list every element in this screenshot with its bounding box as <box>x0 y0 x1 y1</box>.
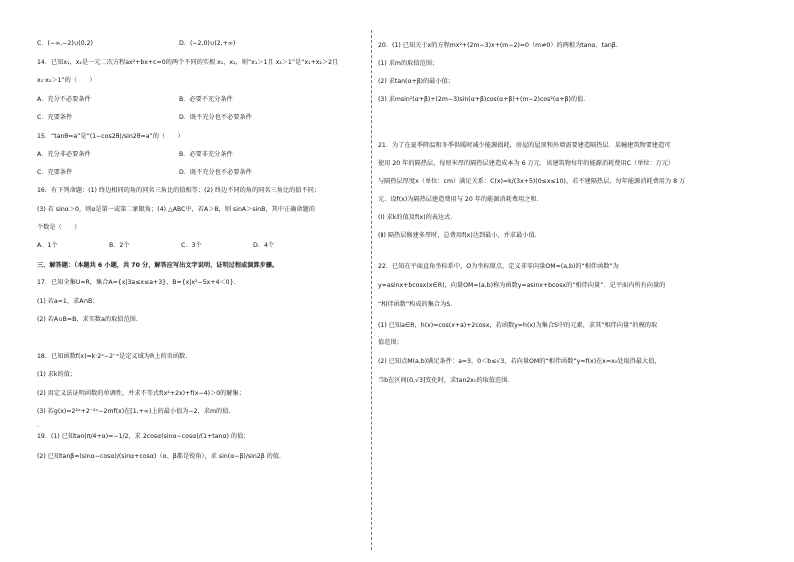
q15-option-c: C．充要条件 <box>37 169 73 176</box>
q21-stem-cont3: 元．设f(x)为隔热层建造费用与 20 年的能源消耗费用之和. <box>378 196 539 203</box>
q22-stem-cont2: “相伴函数”构成的集合为S. <box>378 301 453 308</box>
q22-stem-cont: y=asinx+bcosx(x∈R)，向量OM=(a,b)称为函数y=asinx+bcosx的“相伴向量”．记平面内所有向量的 <box>378 282 666 289</box>
q14-option-a: A．充分不必要条件 <box>37 96 91 103</box>
q15-option-d: D．既不充分也不必要条件 <box>179 169 252 176</box>
q16-option-a: A．1个 <box>37 242 58 249</box>
q15-option-a: A．充分非必要条件 <box>37 151 91 158</box>
q22-part1: (1) 已知a∈R，h(x)=cos(x+a)+2cosx，若函数y=h(x)为集合S中的元素，求其“相伴向量”的模的取 <box>378 322 658 329</box>
q19-part1: 19．(1) 已知tan(π/4+α)=−1/2，求 2cosα(sinα−cosα)/(1+tanα) 的值； <box>37 433 250 440</box>
q15-option-b: B．必要非充分条件 <box>179 151 233 158</box>
q13-option-c: C．(−∞,−2)∪(0,2) <box>37 40 93 47</box>
q17-part2: (2) 若A∪B=B，求实数a的取值范围. <box>37 316 138 323</box>
q14-option-c: C．充要条件 <box>37 114 73 121</box>
q21-part1: (Ⅰ) 求k的值及f(x)的表达式. <box>378 214 453 221</box>
q16-option-b: B．2个 <box>109 242 130 249</box>
q14-stem-cont: x₁·x₂＞1”的（ ） <box>37 77 96 84</box>
q17-part1: (1) 若a=1，求A∩B； <box>37 298 99 305</box>
section-heading: 三、解答题：（本题共 6 小题，共 70 分，解答应写出文字说明、证明过程或演算步骤。 <box>37 262 279 269</box>
q20-part2: (2) 求tan(α+β)的最小值； <box>378 78 455 85</box>
q22-stem: 22．已知在平面直角坐标系中，O为坐标原点，定义非零向量OM=(a,b)的“相伴函数”为 <box>378 263 619 270</box>
q13-option-d: D．(−2,0)∪(2,+∞) <box>179 40 236 47</box>
q14-stem: 14．已知x₁，x₂是一元二次方程ax²+bx+c=0的两个不同的实根 x₁，x₂，则“x₁＞1且 x₂＞1”是“x₁+x₂＞2且 <box>37 59 339 66</box>
q19-part2: (2) 已知tanβ=(sinα−cosα)/(sinα+cosα)（α、β都是锐角），求 sin(α−β)/sin2β 的值. <box>37 453 281 460</box>
q18-stem: 18．已知函数f(x)=k·2ˣ−2⁻ˣ是定义域为R上的奇函数. <box>37 353 188 360</box>
q21-stem-cont2: 与隔热层厚度x（单位：cm）满足关系：C(x)=k/(3x+5)(0≤x≤10)，若不建隔热层，每年能源消耗费用为 8 万 <box>378 178 686 185</box>
q16-stem-cont2: 个数是（ ） <box>37 224 81 231</box>
q14-option-d: D．既不充分也不必要条件 <box>179 114 252 121</box>
column-divider <box>371 30 372 550</box>
q20-stem: 20．(1) 已知关于x的方程mx²+(2m−3)x+(m−2)=0（m≠0）的两根为tanα、tanβ. <box>378 42 618 49</box>
q18-part3: (3) 若g(x)=2²ˣ+2⁻²ˣ−2mf(x)在[1,+∞)上的最小值为−2，求m的值. <box>37 408 231 415</box>
q21-stem-cont: 使用 20 年的隔热层，每厘米厚的隔热层建造成本为 6 万元．该建筑物每年的能源消耗费用C（单位：万元） <box>378 160 675 167</box>
q15-stem: 15．“tanθ=a”是“(1−cos2θ)/sin2θ=a”的（ ） <box>37 133 184 140</box>
q21-part2: (Ⅱ) 隔热层修建多厚时，总费用f(x)达到最小，并求最小值. <box>378 232 537 239</box>
q20-part3: (3) 求msin²(α+β)+(2m−3)sin(α+β)cos(α+β)+(m−2)cos²(α+β)的值. <box>378 96 586 103</box>
q17-stem: 17．已知全集U=R，集合A={x|3a≤x≤a+3}，B={x|x²−5x+4＜0}. <box>37 279 236 286</box>
q22-part2: (2) 已知点M(a,b)满足条件：a=3，0＜b≤√3，若向量OM的“相伴函数”y=f(x)在x=x₀处取得最大值， <box>378 358 661 365</box>
q22-part2-cont: 当b在区间(0,√3]变化时，求tan2x₀的取值范围. <box>378 377 510 384</box>
q14-option-b: B．必要不充分条件 <box>179 96 233 103</box>
q16-option-c: C．3个 <box>181 242 202 249</box>
q20-part1: (1) 求m的取值范围； <box>378 60 439 67</box>
q16-stem: 16．有下列命题：(1) 终边相同的角的同名三角比的值相等；(2) 终边不同的角的同名三角比的值不同； <box>37 187 321 194</box>
q21-stem: 21．为了在夏季降温和冬季供暖时减少能源损耗，房屋的屋顶和外墙需要建造隔热层．某幢建筑物要建造可 <box>378 142 671 149</box>
q16-stem-cont: (3) 若 sinα＞0，则α是第一或第二象限角；(4) △ABC中，若A＞B，则 sinA＞sinB，其中正确命题的 <box>37 206 315 213</box>
stray-mark: · <box>37 424 39 431</box>
q18-part1: (1) 求k的值； <box>37 371 77 378</box>
q18-part2: (2) 用定义法证明函数的单调性，并求不等式f(x²+2x)+f(x−4)＞0的解集； <box>37 390 245 397</box>
q16-option-d: D．4个 <box>253 242 275 249</box>
q22-part1-cont: 值范围； <box>378 339 403 346</box>
